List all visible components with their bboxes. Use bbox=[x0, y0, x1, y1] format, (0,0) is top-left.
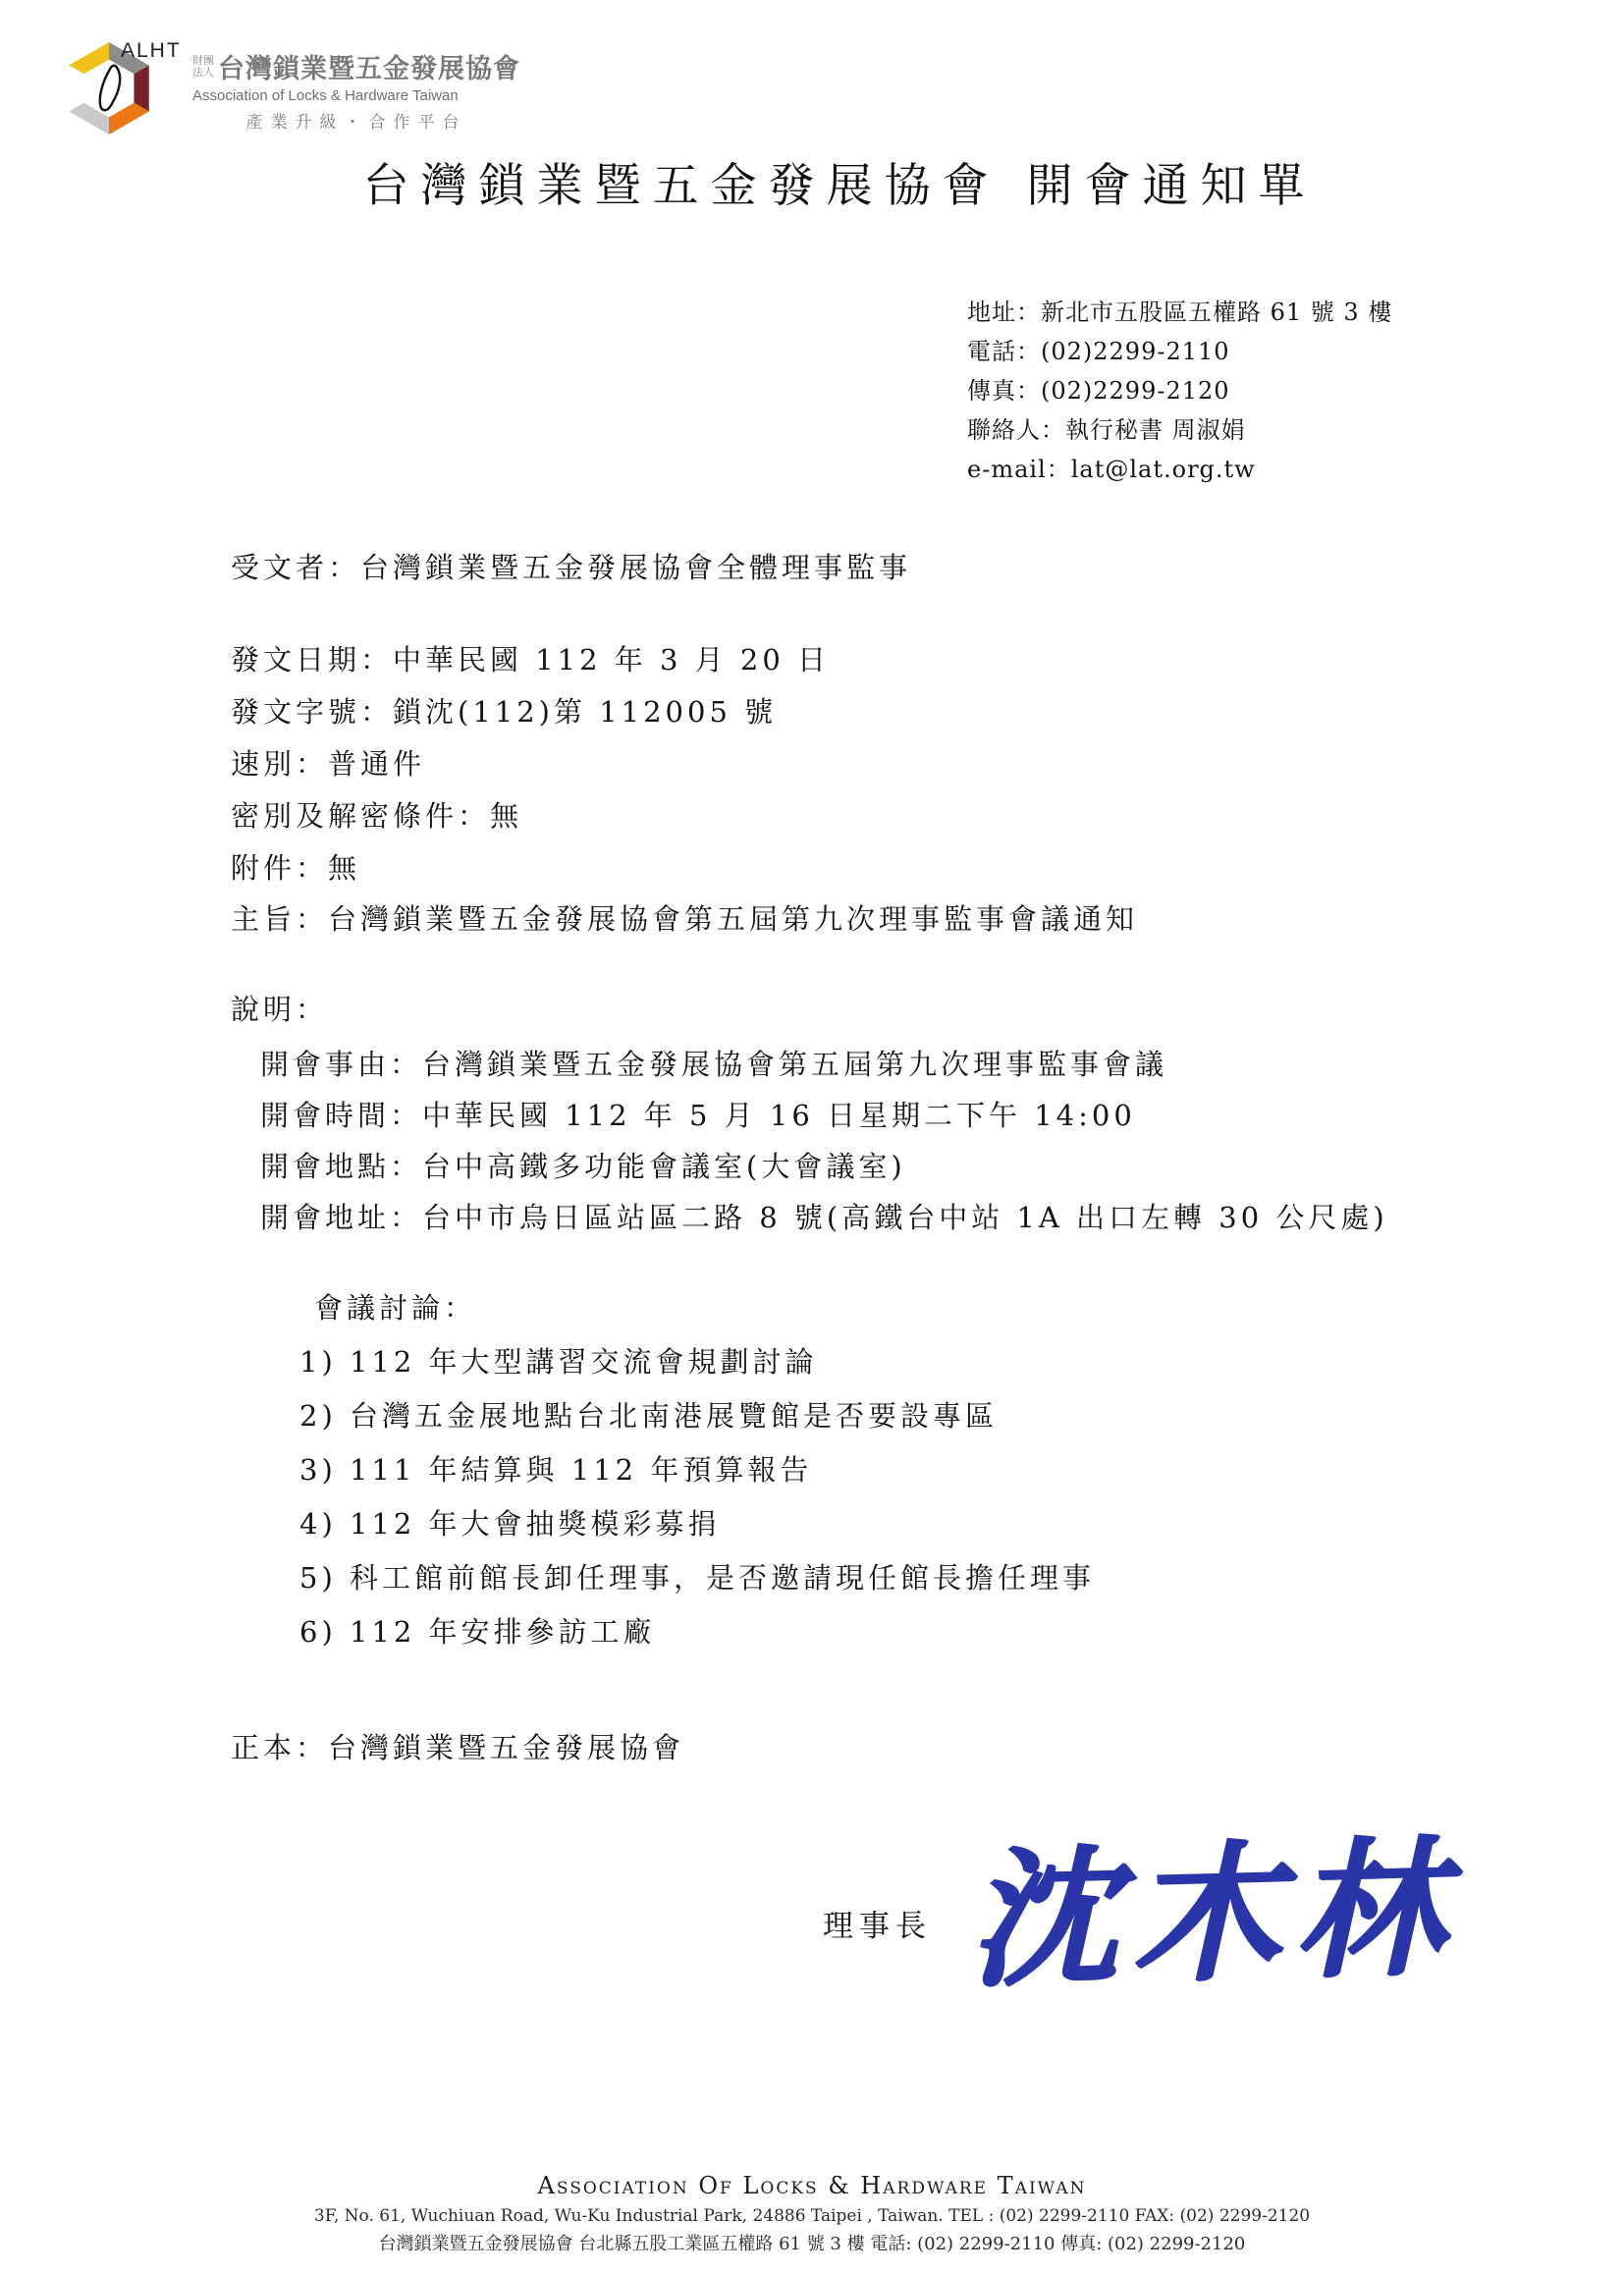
meta-line-date: 發文日期：中華民國 112 年 3 月 20 日 bbox=[231, 643, 831, 677]
contact-line-fax: 傳真：(02)2299-2120 bbox=[967, 377, 1230, 405]
detail-line-venue: 開會地點：台中高鐵多功能會議室(大會議室) bbox=[260, 1150, 906, 1183]
meta-line-attachment: 附件：無 bbox=[231, 851, 361, 885]
subject-line: 主旨：台灣鎖業暨五金發展協會第五屆第九次理事監事會議通知 bbox=[231, 902, 1139, 936]
footer-org-en: Association Of Locks & Hardware Taiwan bbox=[537, 2172, 1087, 2199]
footer-address-en: 3F, No. 61, Wuchiuan Road, Wu-Ku Industrial Park, 24886 Taipei , Taiwan. TEL : (02) 2299-2110 FAX: (02) 2299-2120 bbox=[313, 2206, 1311, 2226]
org-prefix-bottom: 法人 bbox=[192, 66, 214, 79]
detail-line-reason: 開會事由：台灣鎖業暨五金發展協會第五屆第九次理事監事會議 bbox=[260, 1048, 1168, 1081]
logo-acronym: ALHT bbox=[121, 39, 182, 62]
org-name-en: Association of Locks & Hardware Taiwan bbox=[192, 87, 459, 104]
hex-segment-bottom-left bbox=[69, 103, 109, 135]
hex-segment-top-left bbox=[69, 42, 109, 74]
recipient-line: 受文者：台灣鎖業暨五金發展協會全體理事監事 bbox=[231, 551, 912, 584]
org-slogan: 產業升級・合作平台 bbox=[245, 113, 467, 132]
taiwan-island-outline-icon bbox=[100, 66, 120, 110]
signature-title: 理事長 bbox=[823, 1909, 932, 1944]
original-copy-line: 正本：台灣鎖業暨五金發展協會 bbox=[231, 1731, 685, 1764]
explanation-details bbox=[260, 1039, 1388, 1243]
contact-line-email: e-mail：lat@lat.org.tw bbox=[967, 456, 1256, 483]
meta-line-speed: 速別：普通件 bbox=[231, 747, 426, 781]
explanation-label: 說明： bbox=[231, 993, 329, 1026]
agenda-item-4: 4) 112 年大會抽獎模彩募捐 bbox=[299, 1507, 721, 1541]
agenda-item-1: 1) 112 年大型講習交流會規劃討論 bbox=[299, 1345, 818, 1379]
footer-address-zh: 台灣鎖業暨五金發展協會 台北縣五股工業區五權路 61 號 3 樓 電話: (02) 2299-2110 傳真: (02) 2299-2120 bbox=[378, 2234, 1246, 2254]
agenda-item-3: 3) 111 年結算與 112 年預算報告 bbox=[299, 1453, 813, 1487]
chairman-signature: 沈木林 bbox=[964, 1818, 1459, 2008]
detail-line-address: 開會地址：台中市烏日區站區二路 8 號(高鐵台中站 1A 出口左轉 30 公尺處) bbox=[260, 1201, 1388, 1234]
page-title: 台灣鎖業暨五金發展協會 開會通知單 bbox=[362, 159, 1317, 213]
org-prefix bbox=[192, 55, 214, 79]
logo-text-block bbox=[192, 47, 520, 133]
contact-line-phone: 電話：(02)2299-2110 bbox=[967, 338, 1230, 365]
meta-line-secrecy: 密別及解密條件：無 bbox=[231, 799, 523, 833]
agenda-label: 會議討論： bbox=[314, 1291, 477, 1325]
org-name-zh: 台灣鎖業暨五金發展協會 bbox=[218, 54, 520, 83]
contact-block bbox=[967, 293, 1392, 489]
contact-line-address: 地址：新北市五股區五權路 61 號 3 樓 bbox=[967, 298, 1393, 326]
meta-line-number: 發文字號：鎖沈(112)第 112005 號 bbox=[231, 695, 778, 729]
detail-line-time: 開會時間：中華民國 112 年 5 月 16 日星期二下午 14:00 bbox=[260, 1099, 1136, 1132]
agenda-list bbox=[299, 1335, 1095, 1659]
agenda-item-2: 2) 台灣五金展地點台北南港展覽館是否要設專區 bbox=[299, 1399, 998, 1433]
agenda-item-6: 6) 112 年安排參訪工廠 bbox=[299, 1615, 656, 1649]
agenda-item-5: 5) 科工館前館長卸任理事，是否邀請現任館長擔任理事 bbox=[299, 1561, 1095, 1595]
org-prefix-top: 財團 bbox=[192, 54, 214, 67]
meta-block bbox=[231, 634, 830, 894]
contact-line-person: 聯絡人：執行秘書 周淑娟 bbox=[967, 416, 1246, 444]
